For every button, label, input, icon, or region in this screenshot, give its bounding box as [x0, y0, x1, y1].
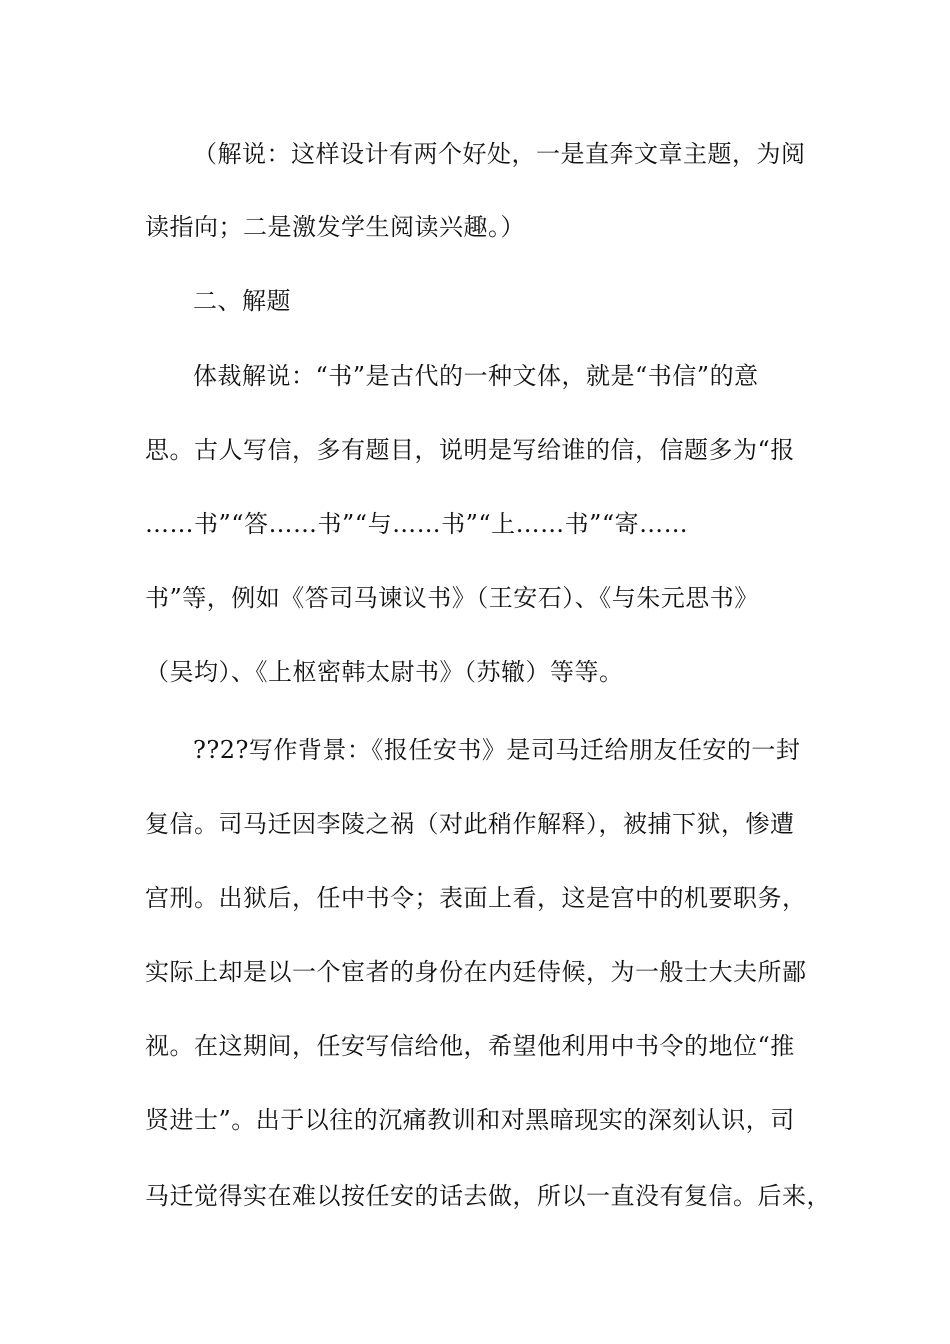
paragraph-line: 实际上却是以一个宦者的身份在内廷侍候，为一般士大夫所鄙	[145, 958, 807, 986]
paragraph-line: 体裁解说：“书”是古代的一种文体，就是“书信”的意	[193, 362, 759, 390]
paragraph-line: ??2?写作背景：《报任安书》是司马迁给朋友任安的一封	[193, 736, 801, 764]
paragraph-line: 视。在这期间，任安写信给他，希望他利用中书令的地位“推	[145, 1032, 795, 1060]
paragraph-line: 复信。司马迁因李陵之祸（对此稍作解释），被捕下狱，惨遭	[145, 810, 795, 838]
section-heading: 二、解题	[193, 287, 291, 315]
paragraph-line: 读指向；二是激发学生阅读兴趣。）	[145, 213, 525, 241]
paragraph-line: 马迁觉得实在难以按任安的话去做，所以一直没有复信。后来，	[145, 1182, 831, 1210]
paragraph-line: 思。古人写信，多有题目，说明是写给谁的信，信题多为“报	[145, 436, 795, 464]
paragraph-line: （吴均）、《上枢密韩太尉书》（苏辙）等等。	[145, 658, 624, 686]
paragraph-line: 书”等，例如《答司马谏议书》（王安石）、《与朱元思书》	[145, 584, 759, 612]
paragraph-line: （解说：这样设计有两个好处，一是直奔文章主题，为阅	[193, 140, 806, 168]
paragraph-line: 贤进士”。出于以往的沉痛教训和对黑暗现实的深刻认识，司	[145, 1106, 795, 1134]
paragraph-line: 宫刑。出狱后，任中书令；表面上看，这是宫中的机要职务，	[145, 884, 807, 912]
paragraph-line: ……书”“答……书”“与……书”“上……书”“寄……	[145, 510, 689, 538]
